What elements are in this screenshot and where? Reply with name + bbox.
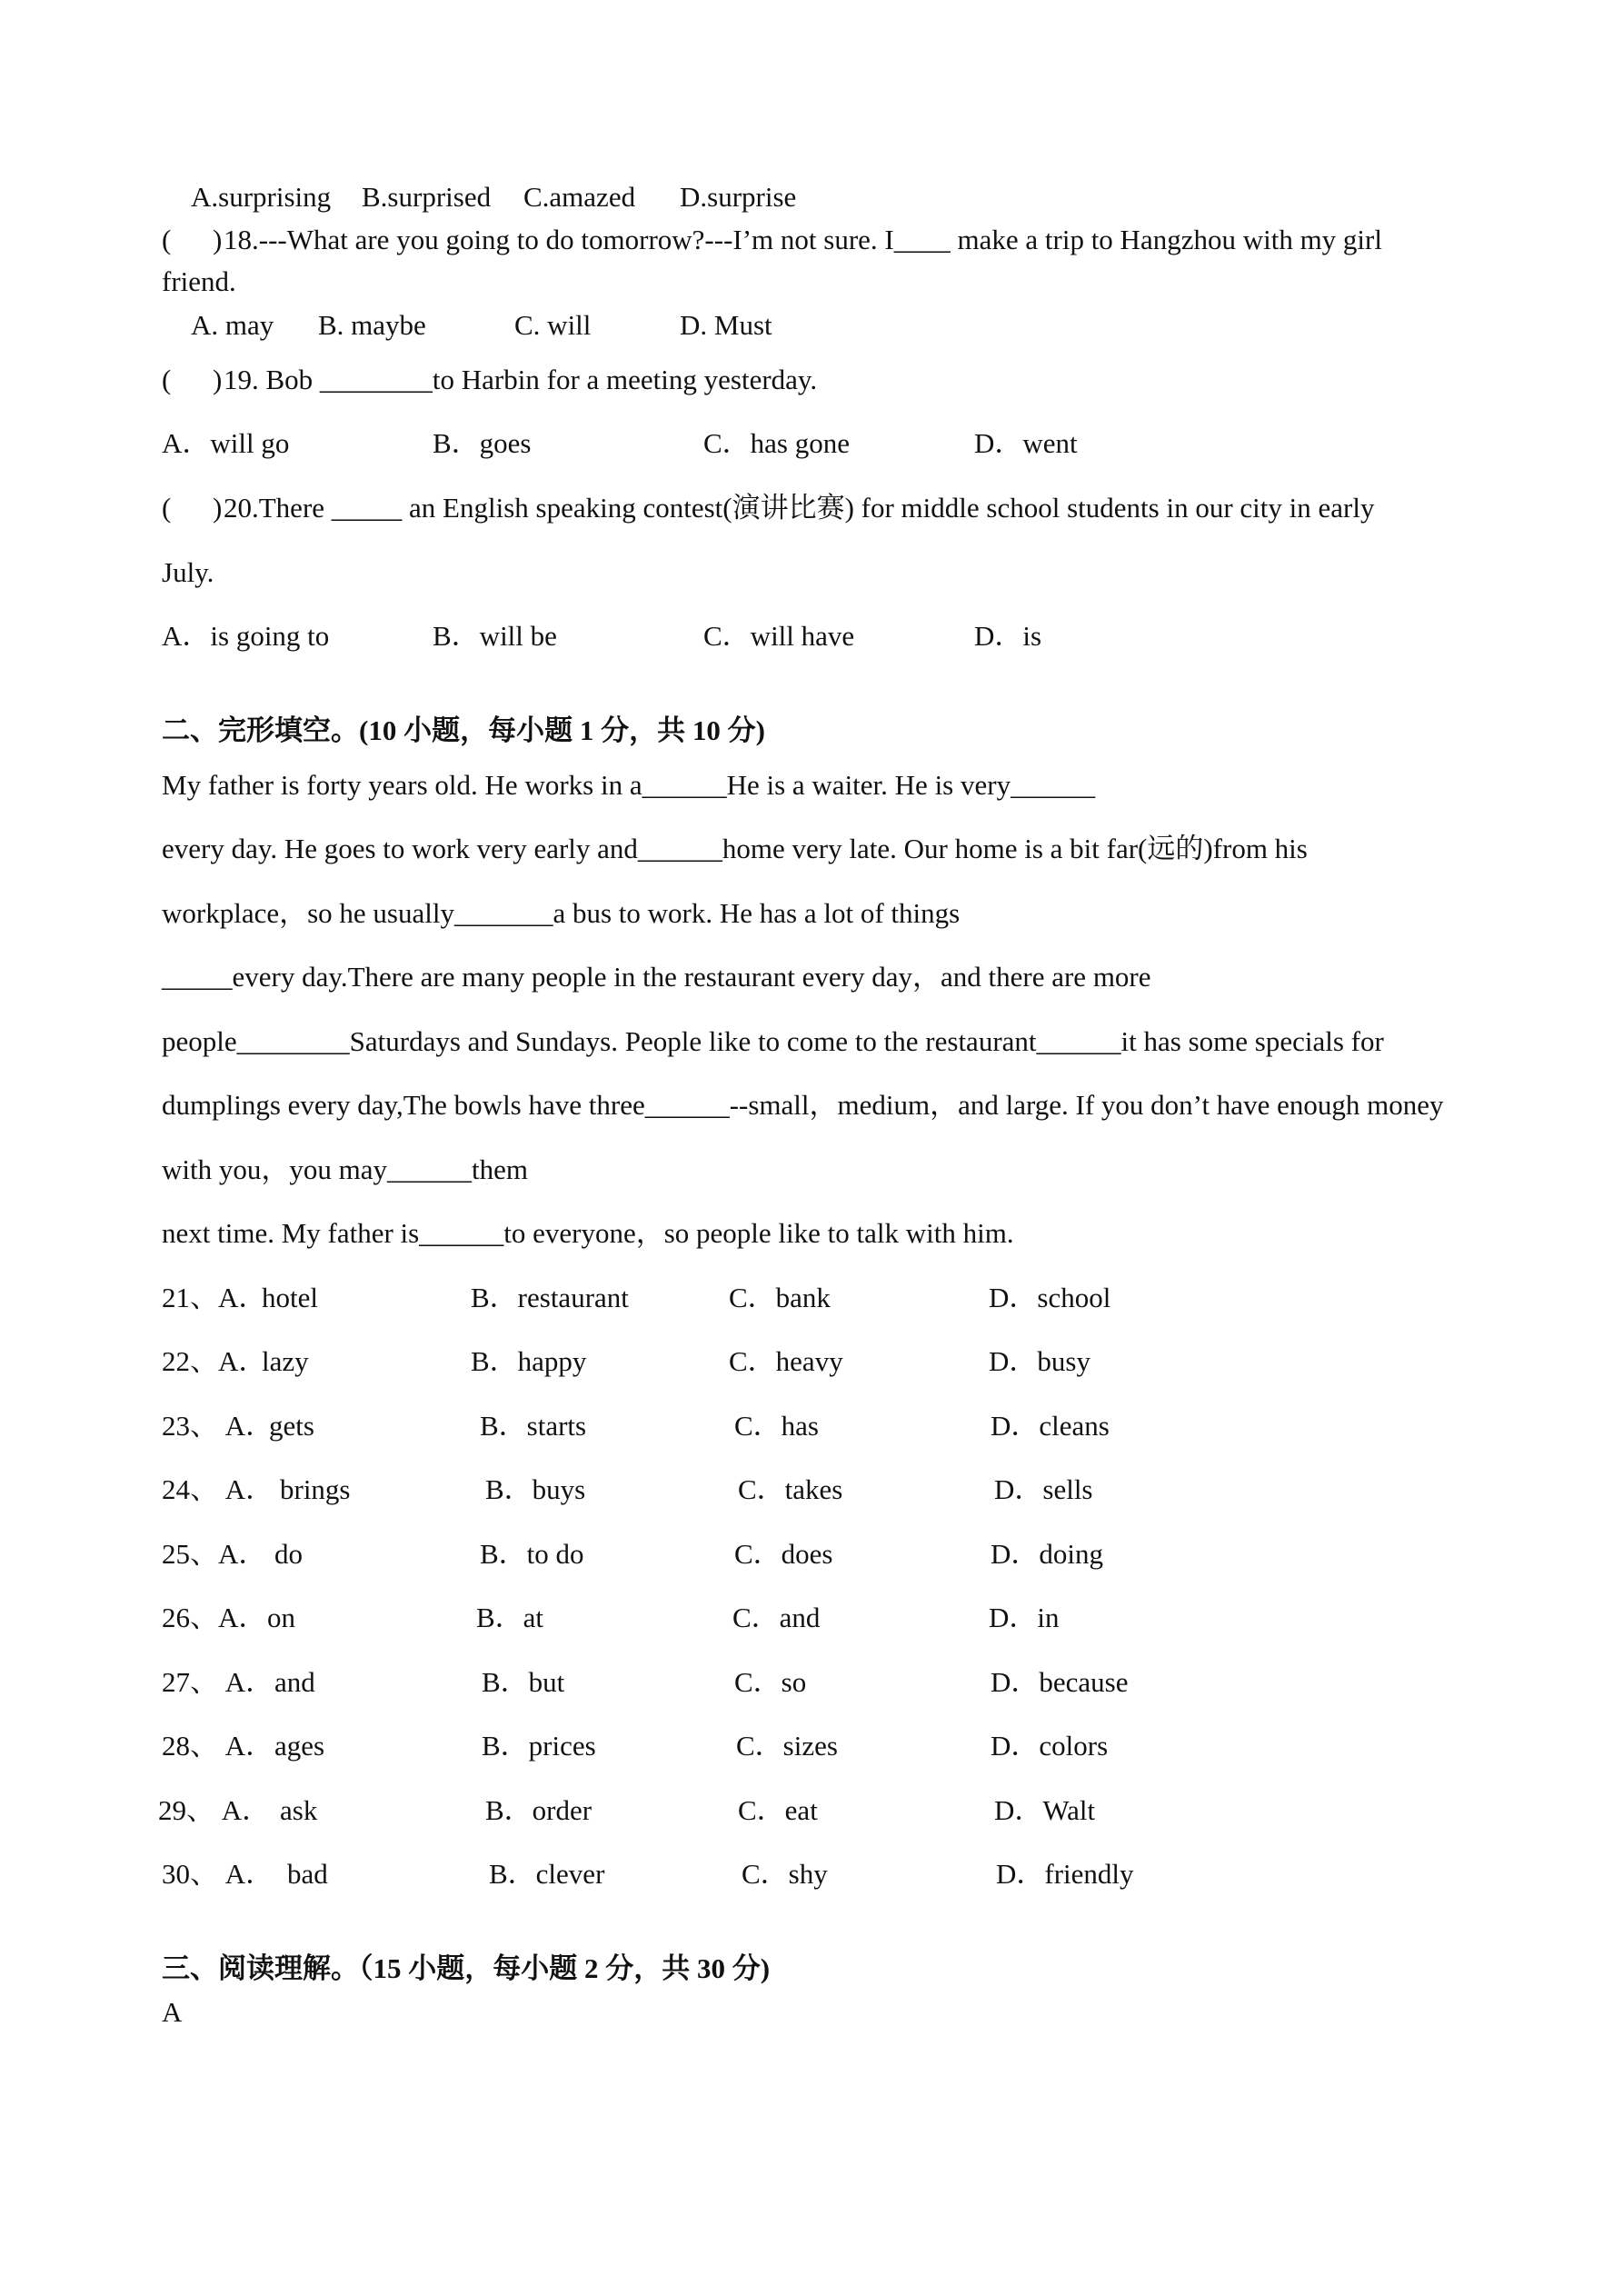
option-a: on [267, 1602, 295, 1633]
passage-line: workplace，so he usually_______a bus to work. He has a lot of things [162, 897, 961, 929]
option-a: gets [269, 1410, 314, 1442]
passage-line: My father is forty years old. He works in a______He is a waiter. He is very______ [162, 769, 1096, 801]
q17-option-d: D.surprise [680, 181, 797, 213]
option-a: brings [280, 1473, 351, 1505]
option-a: hotel [262, 1282, 318, 1313]
option-c: C．so [734, 1666, 807, 1698]
option-b: B．starts [480, 1410, 587, 1442]
passage-line: people________Saturdays and Sundays. People like to come to the restaurant______it has some specials for [162, 1025, 1384, 1057]
option-c: C．does [734, 1538, 833, 1570]
option-b: B．clever [489, 1858, 605, 1890]
q18-answer-paren-close: ) [213, 224, 223, 255]
option-a: ages [274, 1730, 325, 1762]
option-d: D．because [991, 1666, 1129, 1698]
question-number: 25、A． [162, 1538, 267, 1570]
option-b: B．to do [480, 1538, 584, 1570]
option-a: lazy [262, 1345, 309, 1377]
option-d: D．Walt [994, 1794, 1096, 1826]
passage-line: next time. My father is______to everyone，so people like to talk with him. [162, 1217, 1014, 1249]
option-b: B．prices [482, 1730, 596, 1762]
q17-option-b: B.surprised [362, 181, 492, 213]
question-number: 23、 A． [162, 1410, 274, 1442]
q17-option-a: A.surprising [191, 181, 332, 213]
q18-option-d: D. Must [680, 309, 772, 341]
q18-stem: 18.---What are you going to do tomorrow?---I’m not sure. I____ make a trip to Hangzhou with my girl [224, 224, 1382, 255]
passage-line: every day. He goes to work very early and______home very late. Our home is a bit far(远的)from his [162, 833, 1308, 864]
q19-option-c: C．has gone [703, 427, 851, 459]
option-d: D．school [989, 1282, 1111, 1313]
q18-answer-paren-open: ( [162, 224, 172, 255]
option-c: C．shy [742, 1858, 828, 1890]
option-d: D．cleans [991, 1410, 1110, 1442]
option-d: D．colors [991, 1730, 1109, 1762]
option-a: bad [287, 1858, 328, 1890]
q20-stem: 20.There _____ an English speaking contest(演讲比赛) for middle school students in our city in early [224, 492, 1375, 524]
option-d: D．sells [994, 1473, 1093, 1505]
option-b: B．at [476, 1602, 544, 1633]
question-number: 30、 A． [162, 1858, 274, 1890]
passage-line: dumplings every day,The bowls have three______--small，medium，and large. If you don’t have enough money [162, 1089, 1444, 1121]
q19-stem: 19. Bob ________to Harbin for a meeting yesterday. [224, 364, 818, 395]
option-b: B．but [482, 1666, 565, 1698]
q19-option-b: B．goes [433, 427, 532, 459]
option-c: C．and [732, 1602, 821, 1633]
option-c: C．bank [729, 1282, 831, 1313]
q20-answer-paren-close: ) [213, 492, 223, 524]
option-b: B．happy [471, 1345, 587, 1377]
option-d: D．doing [991, 1538, 1103, 1570]
question-number: 27、 A． [162, 1666, 274, 1698]
option-c: C．takes [738, 1473, 843, 1505]
q20-option-b: B．will be [433, 620, 557, 652]
q18-stem-continued: friend. [162, 265, 236, 297]
option-c: C．eat [738, 1794, 818, 1826]
option-b: B．buys [485, 1473, 586, 1505]
option-c: C．heavy [729, 1345, 843, 1377]
passage-line: with you，you may______them [162, 1153, 528, 1185]
option-a: and [274, 1666, 315, 1698]
q17-option-c: C.amazed [523, 181, 636, 213]
question-number: 29、 A． [158, 1794, 271, 1826]
option-d: D．in [989, 1602, 1060, 1633]
option-d: D．friendly [996, 1858, 1134, 1890]
q20-option-a: A．is going to [162, 620, 330, 652]
q18-option-a: A. may [191, 309, 274, 341]
option-b: B．restaurant [471, 1282, 629, 1313]
section-reading-heading: 三、阅读理解。（15 小题，每小题 2 分，共 30 分) [162, 1952, 771, 1984]
question-number: 26、A． [162, 1602, 267, 1633]
q20-option-c: C．will have [703, 620, 855, 652]
question-number: 24、 A． [162, 1473, 274, 1505]
option-a: ask [280, 1794, 318, 1826]
option-c: C．sizes [736, 1730, 838, 1762]
q19-answer-paren-close: ) [213, 364, 223, 395]
question-number: 22、A． [162, 1345, 267, 1377]
q18-option-b: B. maybe [318, 309, 426, 341]
q20-stem-continued: July. [162, 556, 214, 588]
passage-line: _____every day.There are many people in the restaurant every day，and there are more [162, 961, 1151, 993]
q19-answer-paren-open: ( [162, 364, 172, 395]
q20-answer-paren-open: ( [162, 492, 172, 524]
option-d: D．busy [989, 1345, 1090, 1377]
option-b: B．order [485, 1794, 592, 1826]
question-number: 21、A． [162, 1282, 267, 1313]
reading-passage-label: A [162, 1996, 183, 2028]
q20-option-d: D．is [974, 620, 1042, 652]
question-number: 28、 A． [162, 1730, 274, 1762]
option-a: do [274, 1538, 303, 1570]
q19-option-d: D．went [974, 427, 1078, 459]
q19-option-a: A．will go [162, 427, 290, 459]
option-c: C．has [734, 1410, 819, 1442]
section-cloze-heading: 二、完形填空。(10 小题，每小题 1 分，共 10 分) [162, 714, 765, 746]
q18-option-c: C. will [514, 309, 592, 341]
